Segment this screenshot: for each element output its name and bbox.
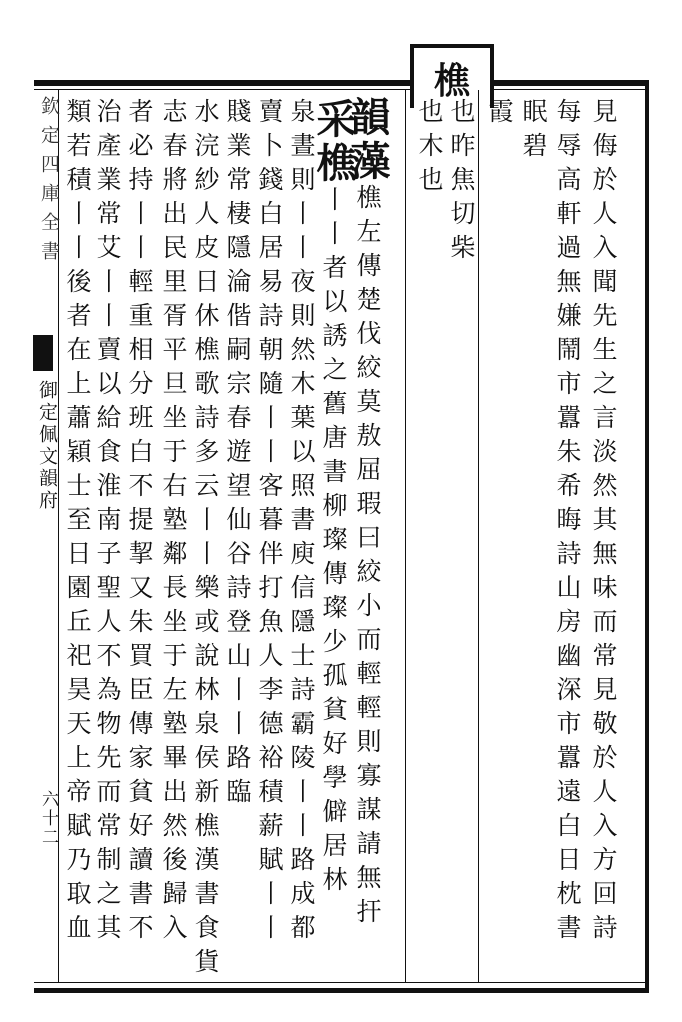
text-column-10 <box>254 98 284 948</box>
text-column-14: 者必持丨丨輕重相分班白不提挈又朱買臣傳家貧好讀書不 <box>125 98 154 948</box>
text-column-8-rest: 丨丨者以誘之舊唐書柳璨傳璨少孤貧好學僻居林 <box>319 186 348 900</box>
text-column-15: 治產業常艾丨丨賣以給食淮南子聖人不為物先而常制之其 <box>93 98 122 948</box>
headword-yunzao: 韻藻 <box>344 96 391 184</box>
frame-bottom-inner <box>34 982 649 983</box>
column-rule <box>478 90 479 982</box>
text-column-13: 志春將出民里胥平旦坐于右塾鄰長坐于左塾畢出然後歸入 <box>159 98 188 948</box>
text-column-8 <box>310 98 357 900</box>
text-column-7 <box>344 96 391 976</box>
frame-bottom-outer <box>34 988 649 993</box>
headword-caiqiao: 采樵 <box>310 98 357 186</box>
text-column-16: 類若積丨丨後者在上蕭穎士至日園丘祀昊天上帝賦乃取血 <box>63 98 92 948</box>
column-rule <box>405 90 406 982</box>
text-column-10-text: 賣卜錢白居易詩朝隨丨丨客暮伴打魚人李德裕積薪賦丨丨 <box>255 98 284 948</box>
text-column-5: 也昨焦切柴 <box>447 98 476 268</box>
frame-top-outer-right <box>486 80 648 86</box>
text-column-11 <box>222 98 252 812</box>
text-column-6: 也木也 <box>415 98 444 200</box>
gutter-top-marks: 欽定四庫全書 <box>38 96 60 270</box>
text-column-3: 眠碧 <box>519 98 548 166</box>
header-label: 樵 <box>433 59 470 102</box>
gutter-book-title: 御定佩文韻府 <box>36 380 58 512</box>
frame-top-outer <box>34 80 410 86</box>
text-column-2: 每辱高軒過無嫌鬧市囂朱希晦詩山房幽深市囂遠白日枕書 <box>553 98 582 948</box>
frame-right-outer <box>645 80 649 992</box>
frame-top-inner <box>34 89 648 90</box>
text-column-12-text: 水浣紗人皮日休樵歌詩多云丨丨樂或說林泉侯新樵漢書食貨 <box>191 98 220 982</box>
text-column-7-rest: 樵左傳楚伐絞莫敖屈瑕曰絞小而輕輕則寡謀請無扞 <box>353 184 382 932</box>
text-column-4: 霞 <box>485 98 514 132</box>
text-column-12 <box>190 98 220 982</box>
text-column-9 <box>286 98 316 948</box>
text-column-11-text: 賤業常棲隱淪偕嗣宗春遊望仙谷詩登山丨丨路臨 <box>223 98 252 812</box>
gutter-black-mark <box>33 335 53 371</box>
text-column-9-text: 泉晝則丨丨夜則然木葉以照書庾信隱士詩霸陵丨丨路成都 <box>287 98 316 948</box>
gutter-page-number: 六十二 <box>38 790 58 847</box>
text-column-1: 見侮於人入聞先生之言淡然其無味而常見敬於人入方回詩 <box>589 98 618 948</box>
